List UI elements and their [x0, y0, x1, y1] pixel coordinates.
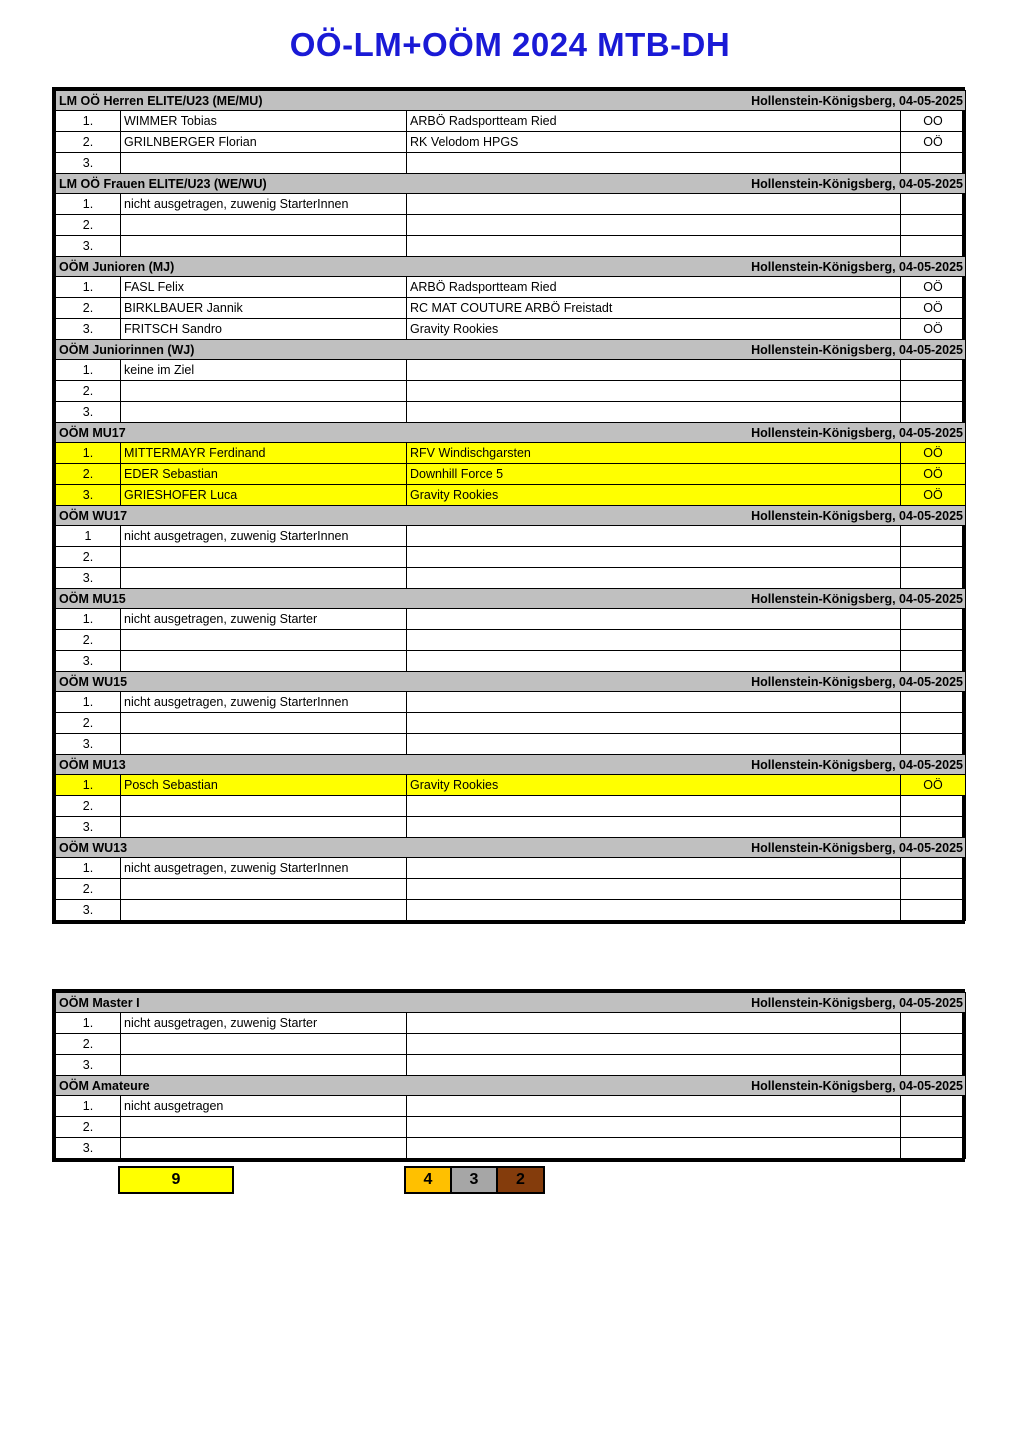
rider-name-cell: GRILNBERGER Florian	[121, 132, 407, 153]
club-cell: Gravity Rookies	[407, 319, 901, 340]
club-cell	[407, 215, 901, 236]
region-cell: OÖ	[901, 277, 966, 298]
category-name: OÖM MU15	[56, 589, 407, 609]
category-location: Hollenstein-Königsberg, 04-05-2025	[407, 174, 966, 194]
club-cell: Gravity Rookies	[407, 775, 901, 796]
rider-name-cell: nicht ausgetragen	[121, 1096, 407, 1117]
region-cell	[901, 858, 966, 879]
rank-cell: 3.	[56, 153, 121, 174]
category-name: LM OÖ Herren ELITE/U23 (ME/MU)	[56, 91, 407, 111]
result-row	[56, 1138, 966, 1159]
region-cell: OÖ	[901, 443, 966, 464]
rank-cell: 1.	[56, 111, 121, 132]
rank-cell: 1.	[56, 609, 121, 630]
club-cell	[407, 630, 901, 651]
category-location: Hollenstein-Königsberg, 04-05-2025	[407, 755, 966, 775]
rider-name-cell: FASL Felix	[121, 277, 407, 298]
category-name: OÖM Master I	[56, 993, 407, 1013]
result-row	[56, 298, 966, 319]
category-location: Hollenstein-Königsberg, 04-05-2025	[407, 589, 966, 609]
rider-name-cell	[121, 713, 407, 734]
club-cell	[407, 713, 901, 734]
region-cell	[901, 713, 966, 734]
result-row	[56, 443, 966, 464]
rider-name-cell: FRITSCH Sandro	[121, 319, 407, 340]
region-cell	[901, 1013, 966, 1034]
region-cell	[901, 900, 966, 921]
region-cell	[901, 236, 966, 257]
result-row	[56, 630, 966, 651]
category-location: Hollenstein-Königsberg, 04-05-2025	[407, 91, 966, 111]
region-cell	[901, 381, 966, 402]
rider-name-cell	[121, 153, 407, 174]
club-cell	[407, 879, 901, 900]
result-row	[56, 194, 966, 215]
result-row	[56, 1034, 966, 1055]
result-row	[56, 734, 966, 755]
club-cell	[407, 153, 901, 174]
rank-cell: 2.	[56, 630, 121, 651]
region-cell	[901, 360, 966, 381]
category-location: Hollenstein-Königsberg, 04-05-2025	[407, 257, 966, 277]
result-row	[56, 775, 966, 796]
result-row	[56, 900, 966, 921]
category-name: LM OÖ Frauen ELITE/U23 (WE/WU)	[56, 174, 407, 194]
rank-cell: 3.	[56, 900, 121, 921]
region-cell	[901, 194, 966, 215]
category-name: OÖM WU13	[56, 838, 407, 858]
region-cell	[901, 402, 966, 423]
rank-cell: 1.	[56, 443, 121, 464]
result-row	[56, 381, 966, 402]
club-cell: RFV Windischgarsten	[407, 443, 901, 464]
region-cell	[901, 153, 966, 174]
result-row	[56, 568, 966, 589]
club-cell: Downhill Force 5	[407, 464, 901, 485]
rider-name-cell: nicht ausgetragen, zuwenig StarterInnen	[121, 194, 407, 215]
region-cell	[901, 817, 966, 838]
rank-cell: 2.	[56, 796, 121, 817]
rider-name-cell	[121, 1055, 407, 1076]
rank-cell: 2.	[56, 1117, 121, 1138]
category-header	[56, 589, 966, 609]
region-cell	[901, 1034, 966, 1055]
club-cell	[407, 1055, 901, 1076]
result-row	[56, 464, 966, 485]
rank-cell: 1.	[56, 775, 121, 796]
region-cell	[901, 796, 966, 817]
region-cell	[901, 1055, 966, 1076]
result-row	[56, 402, 966, 423]
rank-cell: 3.	[56, 1055, 121, 1076]
rider-name-cell: EDER Sebastian	[121, 464, 407, 485]
category-location: Hollenstein-Königsberg, 04-05-2025	[407, 340, 966, 360]
rank-cell: 1.	[56, 692, 121, 713]
result-row	[56, 609, 966, 630]
result-row	[56, 1013, 966, 1034]
region-cell	[901, 1117, 966, 1138]
rider-name-cell: MITTERMAYR Ferdinand	[121, 443, 407, 464]
region-cell	[901, 526, 966, 547]
result-row	[56, 1055, 966, 1076]
region-cell: OÖ	[901, 298, 966, 319]
region-cell	[901, 215, 966, 236]
region-cell: OÖ	[901, 775, 966, 796]
rank-cell: 2.	[56, 464, 121, 485]
result-row	[56, 713, 966, 734]
rider-name-cell	[121, 900, 407, 921]
rider-name-cell: WIMMER Tobias	[121, 111, 407, 132]
rider-name-cell	[121, 630, 407, 651]
category-location: Hollenstein-Königsberg, 04-05-2025	[407, 672, 966, 692]
rank-cell: 1.	[56, 277, 121, 298]
rank-cell: 3.	[56, 817, 121, 838]
category-header	[56, 672, 966, 692]
rank-cell: 2.	[56, 1034, 121, 1055]
category-name: OÖM Junioren (MJ)	[56, 257, 407, 277]
result-row	[56, 692, 966, 713]
category-name: OÖM WU15	[56, 672, 407, 692]
category-location: Hollenstein-Königsberg, 04-05-2025	[407, 506, 966, 526]
rank-cell: 3.	[56, 319, 121, 340]
region-cell	[901, 630, 966, 651]
silver-count: 3	[450, 1166, 498, 1194]
result-row	[56, 111, 966, 132]
rank-cell: 1.	[56, 858, 121, 879]
club-cell	[407, 381, 901, 402]
rank-cell: 3.	[56, 1138, 121, 1159]
result-row	[56, 526, 966, 547]
result-row	[56, 858, 966, 879]
result-row	[56, 651, 966, 672]
club-cell	[407, 651, 901, 672]
rider-name-cell	[121, 734, 407, 755]
category-header	[56, 423, 966, 443]
result-row	[56, 796, 966, 817]
rank-cell: 2.	[56, 298, 121, 319]
region-cell	[901, 1138, 966, 1159]
category-name: OÖM WU17	[56, 506, 407, 526]
rank-cell: 1.	[56, 360, 121, 381]
rider-name-cell	[121, 236, 407, 257]
category-name: OÖM MU13	[56, 755, 407, 775]
club-cell: RK Velodom HPGS	[407, 132, 901, 153]
category-header	[56, 174, 966, 194]
category-location: Hollenstein-Königsberg, 04-05-2025	[407, 1076, 966, 1096]
result-row	[56, 879, 966, 900]
rider-name-cell	[121, 817, 407, 838]
results-block-main	[52, 87, 965, 924]
region-cell: OÖ	[901, 319, 966, 340]
result-row	[56, 277, 966, 298]
rank-cell: 3.	[56, 734, 121, 755]
category-header	[56, 506, 966, 526]
club-cell	[407, 1117, 901, 1138]
region-cell	[901, 734, 966, 755]
club-cell	[407, 817, 901, 838]
rider-name-cell	[121, 402, 407, 423]
club-cell	[407, 609, 901, 630]
region-cell	[901, 692, 966, 713]
rider-name-cell	[121, 1034, 407, 1055]
club-cell	[407, 734, 901, 755]
result-row	[56, 319, 966, 340]
club-cell	[407, 900, 901, 921]
rider-name-cell	[121, 651, 407, 672]
results-table	[55, 992, 966, 1159]
category-location: Hollenstein-Königsberg, 04-05-2025	[407, 423, 966, 443]
club-cell	[407, 402, 901, 423]
rank-cell: 2.	[56, 381, 121, 402]
rider-name-cell	[121, 796, 407, 817]
region-cell: OÖ	[901, 485, 966, 506]
rank-cell: 1.	[56, 194, 121, 215]
rider-name-cell: BIRKLBAUER Jannik	[121, 298, 407, 319]
rank-cell: 2.	[56, 132, 121, 153]
result-row	[56, 1096, 966, 1117]
rank-cell: 3.	[56, 568, 121, 589]
result-row	[56, 215, 966, 236]
rider-name-cell: nicht ausgetragen, zuwenig StarterInnen	[121, 858, 407, 879]
rank-cell: 3.	[56, 402, 121, 423]
result-row	[56, 236, 966, 257]
region-cell	[901, 1096, 966, 1117]
club-cell	[407, 194, 901, 215]
rider-name-cell	[121, 879, 407, 900]
result-row	[56, 547, 966, 568]
rider-name-cell	[121, 381, 407, 402]
category-header	[56, 1076, 966, 1096]
club-cell	[407, 360, 901, 381]
rank-cell: 1	[56, 526, 121, 547]
result-row	[56, 132, 966, 153]
medal-totals	[0, 1166, 1020, 1194]
rank-cell: 3.	[56, 236, 121, 257]
rank-cell: 3.	[56, 485, 121, 506]
rank-cell: 3.	[56, 651, 121, 672]
result-row	[56, 1117, 966, 1138]
region-cell	[901, 879, 966, 900]
rider-name-cell: keine im Ziel	[121, 360, 407, 381]
rider-name-cell: Posch Sebastian	[121, 775, 407, 796]
rider-name-cell: nicht ausgetragen, zuwenig StarterInnen	[121, 526, 407, 547]
category-header	[56, 91, 966, 111]
results-block-masters	[52, 989, 965, 1162]
rider-name-cell: nicht ausgetragen, zuwenig Starter	[121, 1013, 407, 1034]
club-cell	[407, 692, 901, 713]
total-count: 9	[118, 1166, 234, 1194]
rider-name-cell: GRIESHOFER Luca	[121, 485, 407, 506]
rider-name-cell	[121, 1138, 407, 1159]
result-row	[56, 485, 966, 506]
club-cell	[407, 1138, 901, 1159]
club-cell	[407, 1034, 901, 1055]
rider-name-cell	[121, 547, 407, 568]
category-header	[56, 340, 966, 360]
rider-name-cell: nicht ausgetragen, zuwenig StarterInnen	[121, 692, 407, 713]
region-cell	[901, 547, 966, 568]
results-table	[55, 90, 966, 921]
category-header	[56, 755, 966, 775]
bronze-count: 2	[496, 1166, 545, 1194]
club-cell: Gravity Rookies	[407, 485, 901, 506]
region-cell	[901, 651, 966, 672]
category-header	[56, 993, 966, 1013]
page-title: OÖ-LM+OÖM 2024 MTB-DH	[289, 26, 731, 63]
club-cell: ARBÖ Radsportteam Ried	[407, 277, 901, 298]
category-name: OÖM Juniorinnen (WJ)	[56, 340, 407, 360]
category-location: Hollenstein-Königsberg, 04-05-2025	[407, 838, 966, 858]
category-header	[56, 838, 966, 858]
club-cell	[407, 796, 901, 817]
rider-name-cell	[121, 568, 407, 589]
rider-name-cell	[121, 1117, 407, 1138]
region-cell	[901, 568, 966, 589]
rank-cell: 2.	[56, 879, 121, 900]
club-cell	[407, 547, 901, 568]
category-name: OÖM MU17	[56, 423, 407, 443]
club-cell	[407, 236, 901, 257]
category-name: OÖM Amateure	[56, 1076, 407, 1096]
region-cell: OO	[901, 111, 966, 132]
region-cell: OÖ	[901, 464, 966, 485]
rank-cell: 2.	[56, 713, 121, 734]
region-cell: OÖ	[901, 132, 966, 153]
rank-cell: 1.	[56, 1096, 121, 1117]
club-cell	[407, 1096, 901, 1117]
category-location: Hollenstein-Königsberg, 04-05-2025	[407, 993, 966, 1013]
result-row	[56, 153, 966, 174]
rank-cell: 2.	[56, 547, 121, 568]
gold-count: 4	[404, 1166, 452, 1194]
rider-name-cell: nicht ausgetragen, zuwenig Starter	[121, 609, 407, 630]
region-cell	[901, 609, 966, 630]
result-row	[56, 817, 966, 838]
club-cell: RC MAT COUTURE ARBÖ Freistadt	[407, 298, 901, 319]
rank-cell: 1.	[56, 1013, 121, 1034]
club-cell: ARBÖ Radsportteam Ried	[407, 111, 901, 132]
club-cell	[407, 1013, 901, 1034]
rank-cell: 2.	[56, 215, 121, 236]
rider-name-cell	[121, 215, 407, 236]
category-header	[56, 257, 966, 277]
club-cell	[407, 526, 901, 547]
club-cell	[407, 858, 901, 879]
club-cell	[407, 568, 901, 589]
result-row	[56, 360, 966, 381]
